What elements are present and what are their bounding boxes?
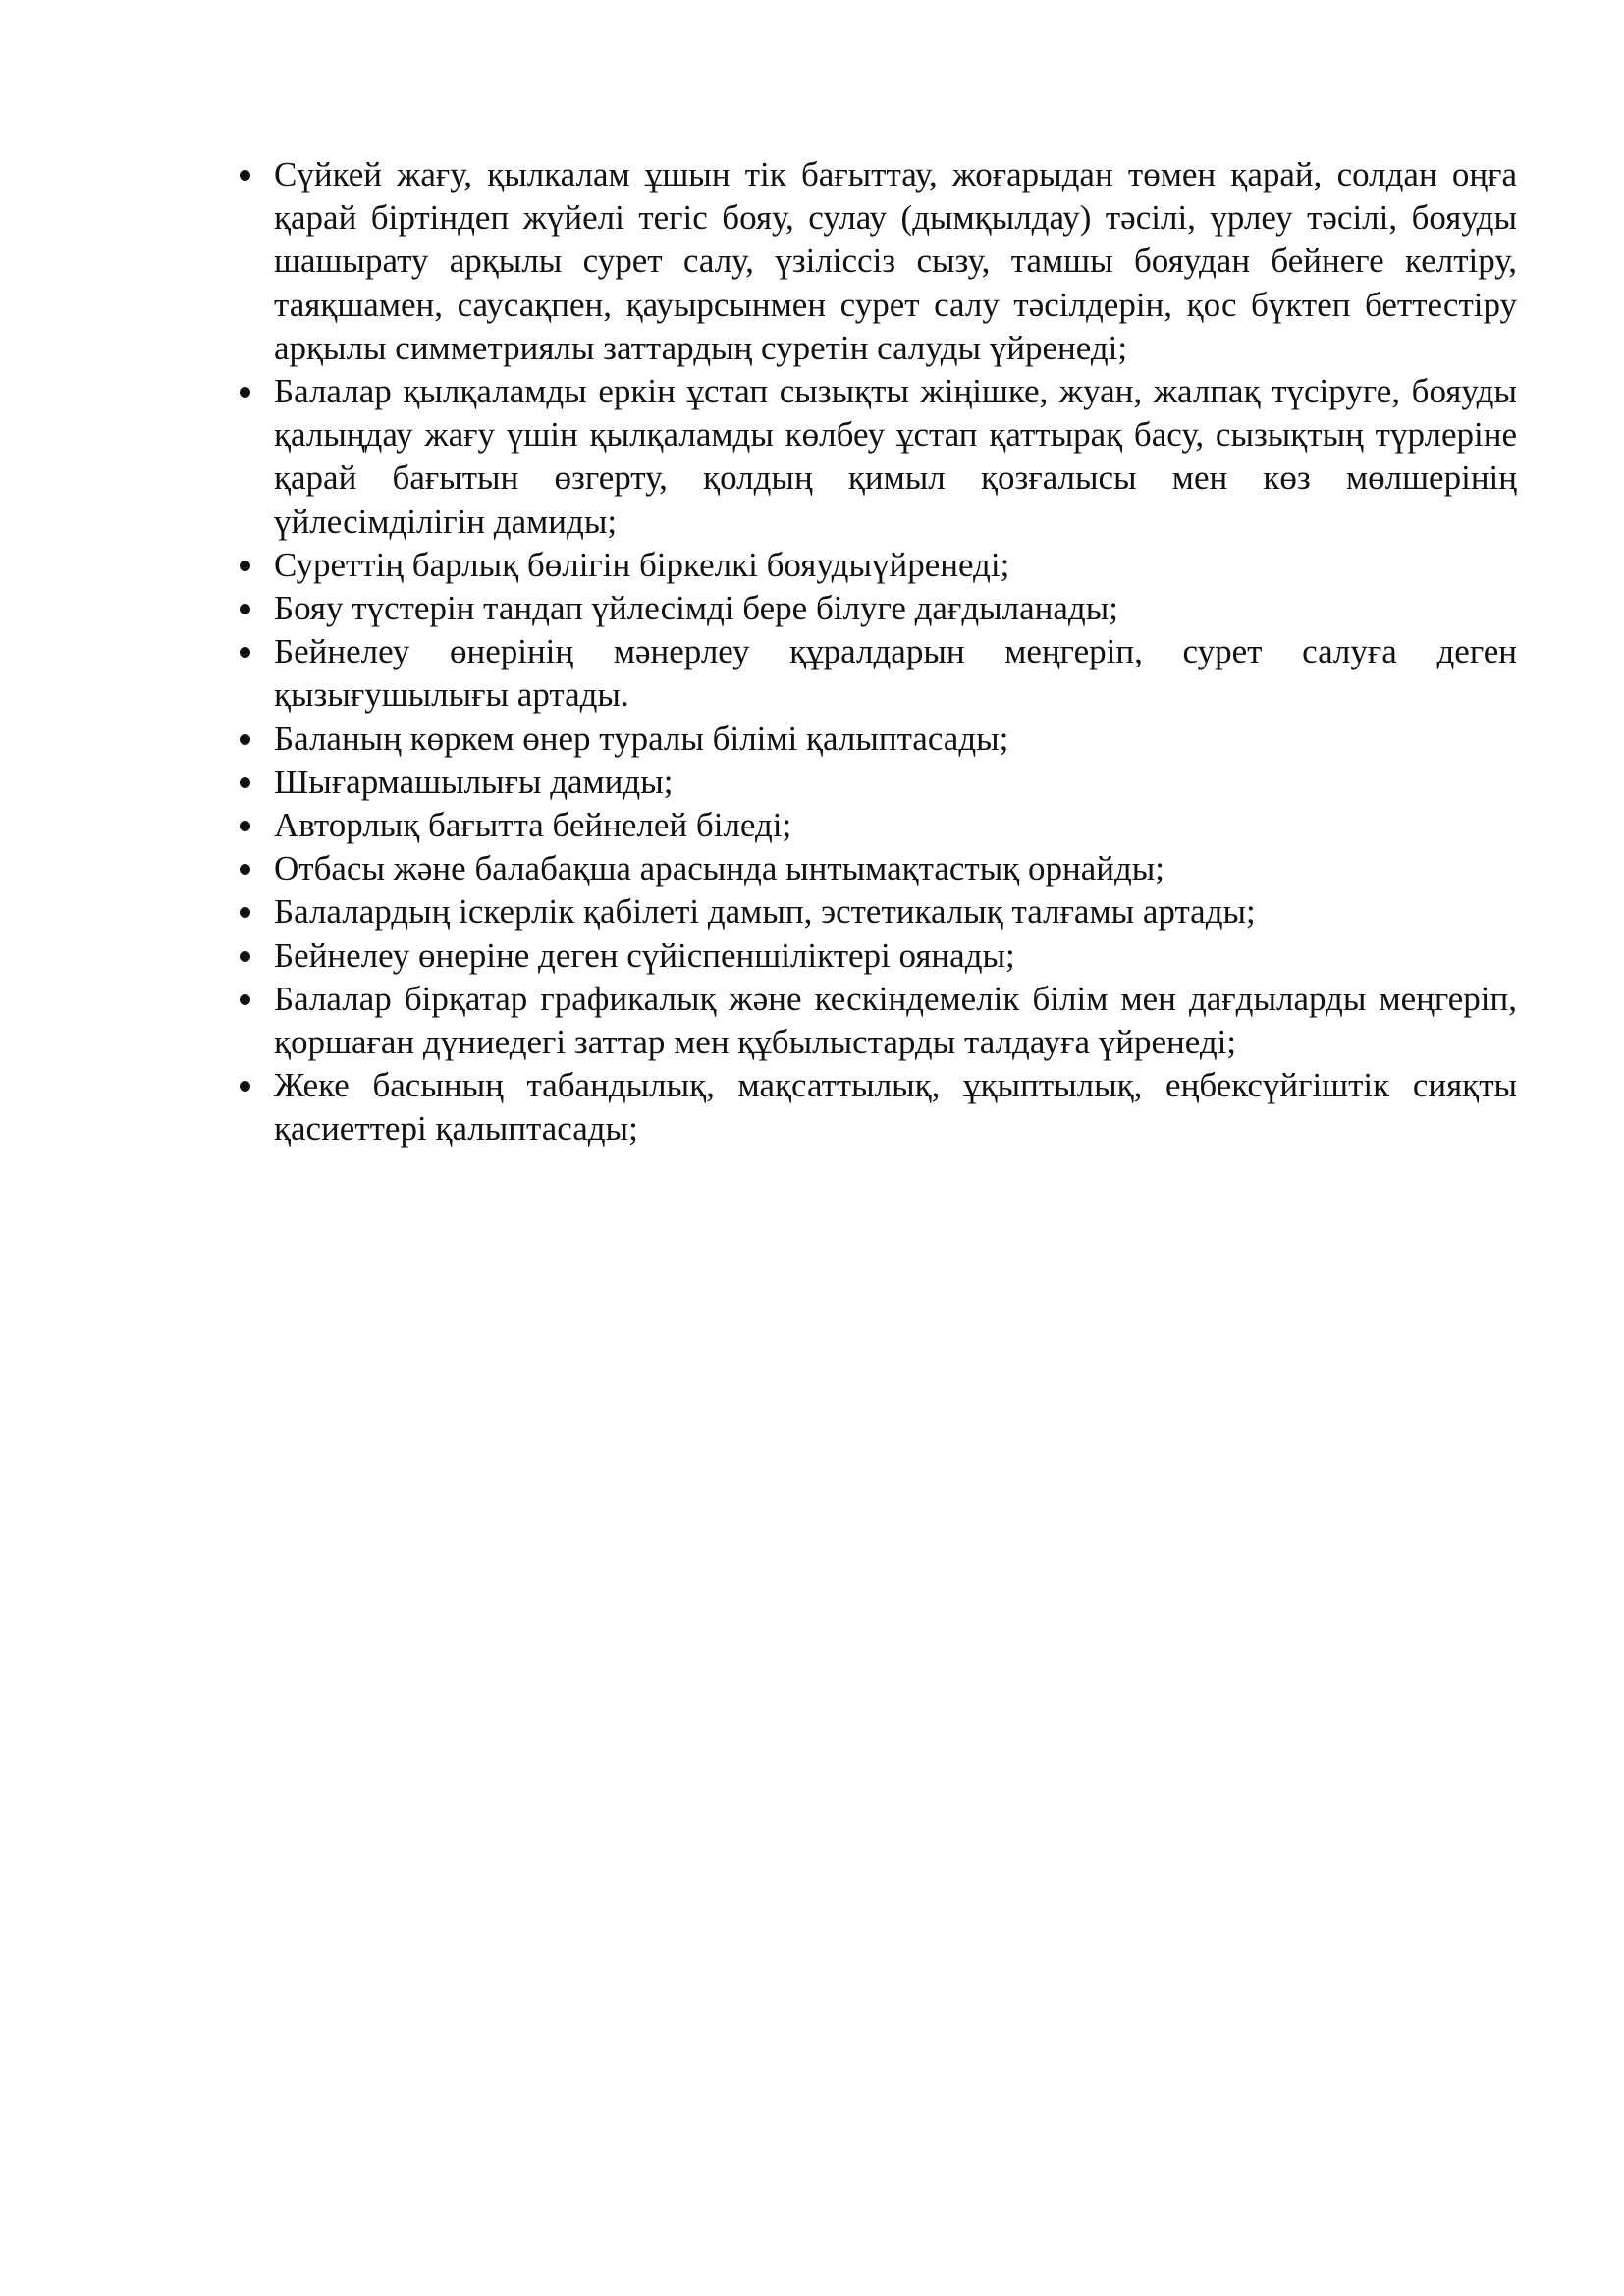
bullet-icon bbox=[240, 170, 250, 181]
list-item-text: Отбасы және балабақша арасында ынтымақтастық орнайды; bbox=[274, 849, 1165, 888]
list-item-text: Сүйкей жағу, қылкалам ұшын тік бағыттау, жоғарыдан төмен қарай, солдан оңға қарай біртіндеп жүйелі тегіс бояу, сулау (дымқылдау) тәсілі, үрлеу тәсілі, бояуды шашырату арқылы сурет салу, үзіліссіз сызу, тамшы бояудан бейнеге келтіру, таяқшамен, саусақпен, қауырсынмен сурет салу тәсілдерін, қос бүктеп беттестіру арқылы симметриялы заттардың суретін салуды үйренеді; bbox=[274, 155, 1517, 367]
list-item bbox=[231, 544, 1517, 587]
list-item-text: Бояу түстерін тандап үйлесімді бере білуге дағдыланады; bbox=[274, 589, 1118, 628]
list-item-text: Балалар қылқаламды еркін ұстап сызықты жіңішке, жуан, жалпақ түсіруге, бояуды қалыңдау жағу үшін қылқаламды көлбеу ұстап қаттырақ басу, сызықтың түрлеріне қарай бағытын өзгерту, қолдың қимыл қозғалысы мен көз мөлшерінің үйлесімділігін дамиды; bbox=[274, 372, 1517, 541]
list-item bbox=[231, 761, 1517, 804]
list-item bbox=[231, 1064, 1517, 1150]
bullet-icon bbox=[240, 387, 250, 398]
bullet-icon bbox=[240, 951, 250, 962]
bullet-icon bbox=[240, 734, 250, 745]
list-item bbox=[231, 804, 1517, 847]
list-item bbox=[231, 847, 1517, 890]
list-item-text: Шығармашылығы дамиды; bbox=[274, 762, 674, 801]
bullet-icon bbox=[240, 647, 250, 658]
bullet-icon bbox=[240, 821, 250, 831]
list-item-text: Авторлық бағытта бейнелей біледі; bbox=[274, 806, 792, 845]
bullet-icon bbox=[240, 907, 250, 918]
list-item bbox=[231, 630, 1517, 717]
list-item-text: Жеке басының табандылық, мақсаттылық, ұқыптылық, еңбексүйгіштік сияқты қасиеттері қалыптасады; bbox=[274, 1066, 1517, 1148]
bullet-icon bbox=[240, 777, 250, 788]
list-item bbox=[231, 587, 1517, 630]
bullet-icon bbox=[240, 604, 250, 614]
bullet-icon bbox=[240, 1081, 250, 1092]
list-item-text: Бейнелеу өнерінің мәнерлеу құралдарын меңгеріп, сурет салуға деген қызығушылығы артады. bbox=[274, 632, 1517, 715]
list-item-text: Суреттің барлық бөлігін біркелкі бояудыүйренеді; bbox=[274, 545, 1010, 584]
list-item bbox=[231, 153, 1517, 370]
list-item bbox=[231, 978, 1517, 1064]
list-item bbox=[231, 934, 1517, 978]
list-item bbox=[231, 890, 1517, 934]
bullet-list bbox=[231, 153, 1517, 1151]
bullet-icon bbox=[240, 994, 250, 1005]
bullet-icon bbox=[240, 864, 250, 875]
list-item-text: Балалардың іскерлік қабілеті дамып, эстетикалық талғамы артады; bbox=[274, 892, 1256, 932]
list-item-text: Баланың көркем өнер туралы білімі қалыптасады; bbox=[274, 719, 1009, 758]
list-item-text: Балалар бірқатар графикалық және кескіндемелік білім мен дағдыларды меңгеріп, қоршаған дүниедегі заттар мен құбылыстарды талдауға үйренеді; bbox=[274, 979, 1517, 1062]
bullet-icon bbox=[240, 561, 250, 571]
list-item bbox=[231, 370, 1517, 544]
list-item-text: Бейнелеу өнеріне деген сүйіспеншіліктері оянады; bbox=[274, 935, 1015, 975]
list-item bbox=[231, 718, 1517, 761]
